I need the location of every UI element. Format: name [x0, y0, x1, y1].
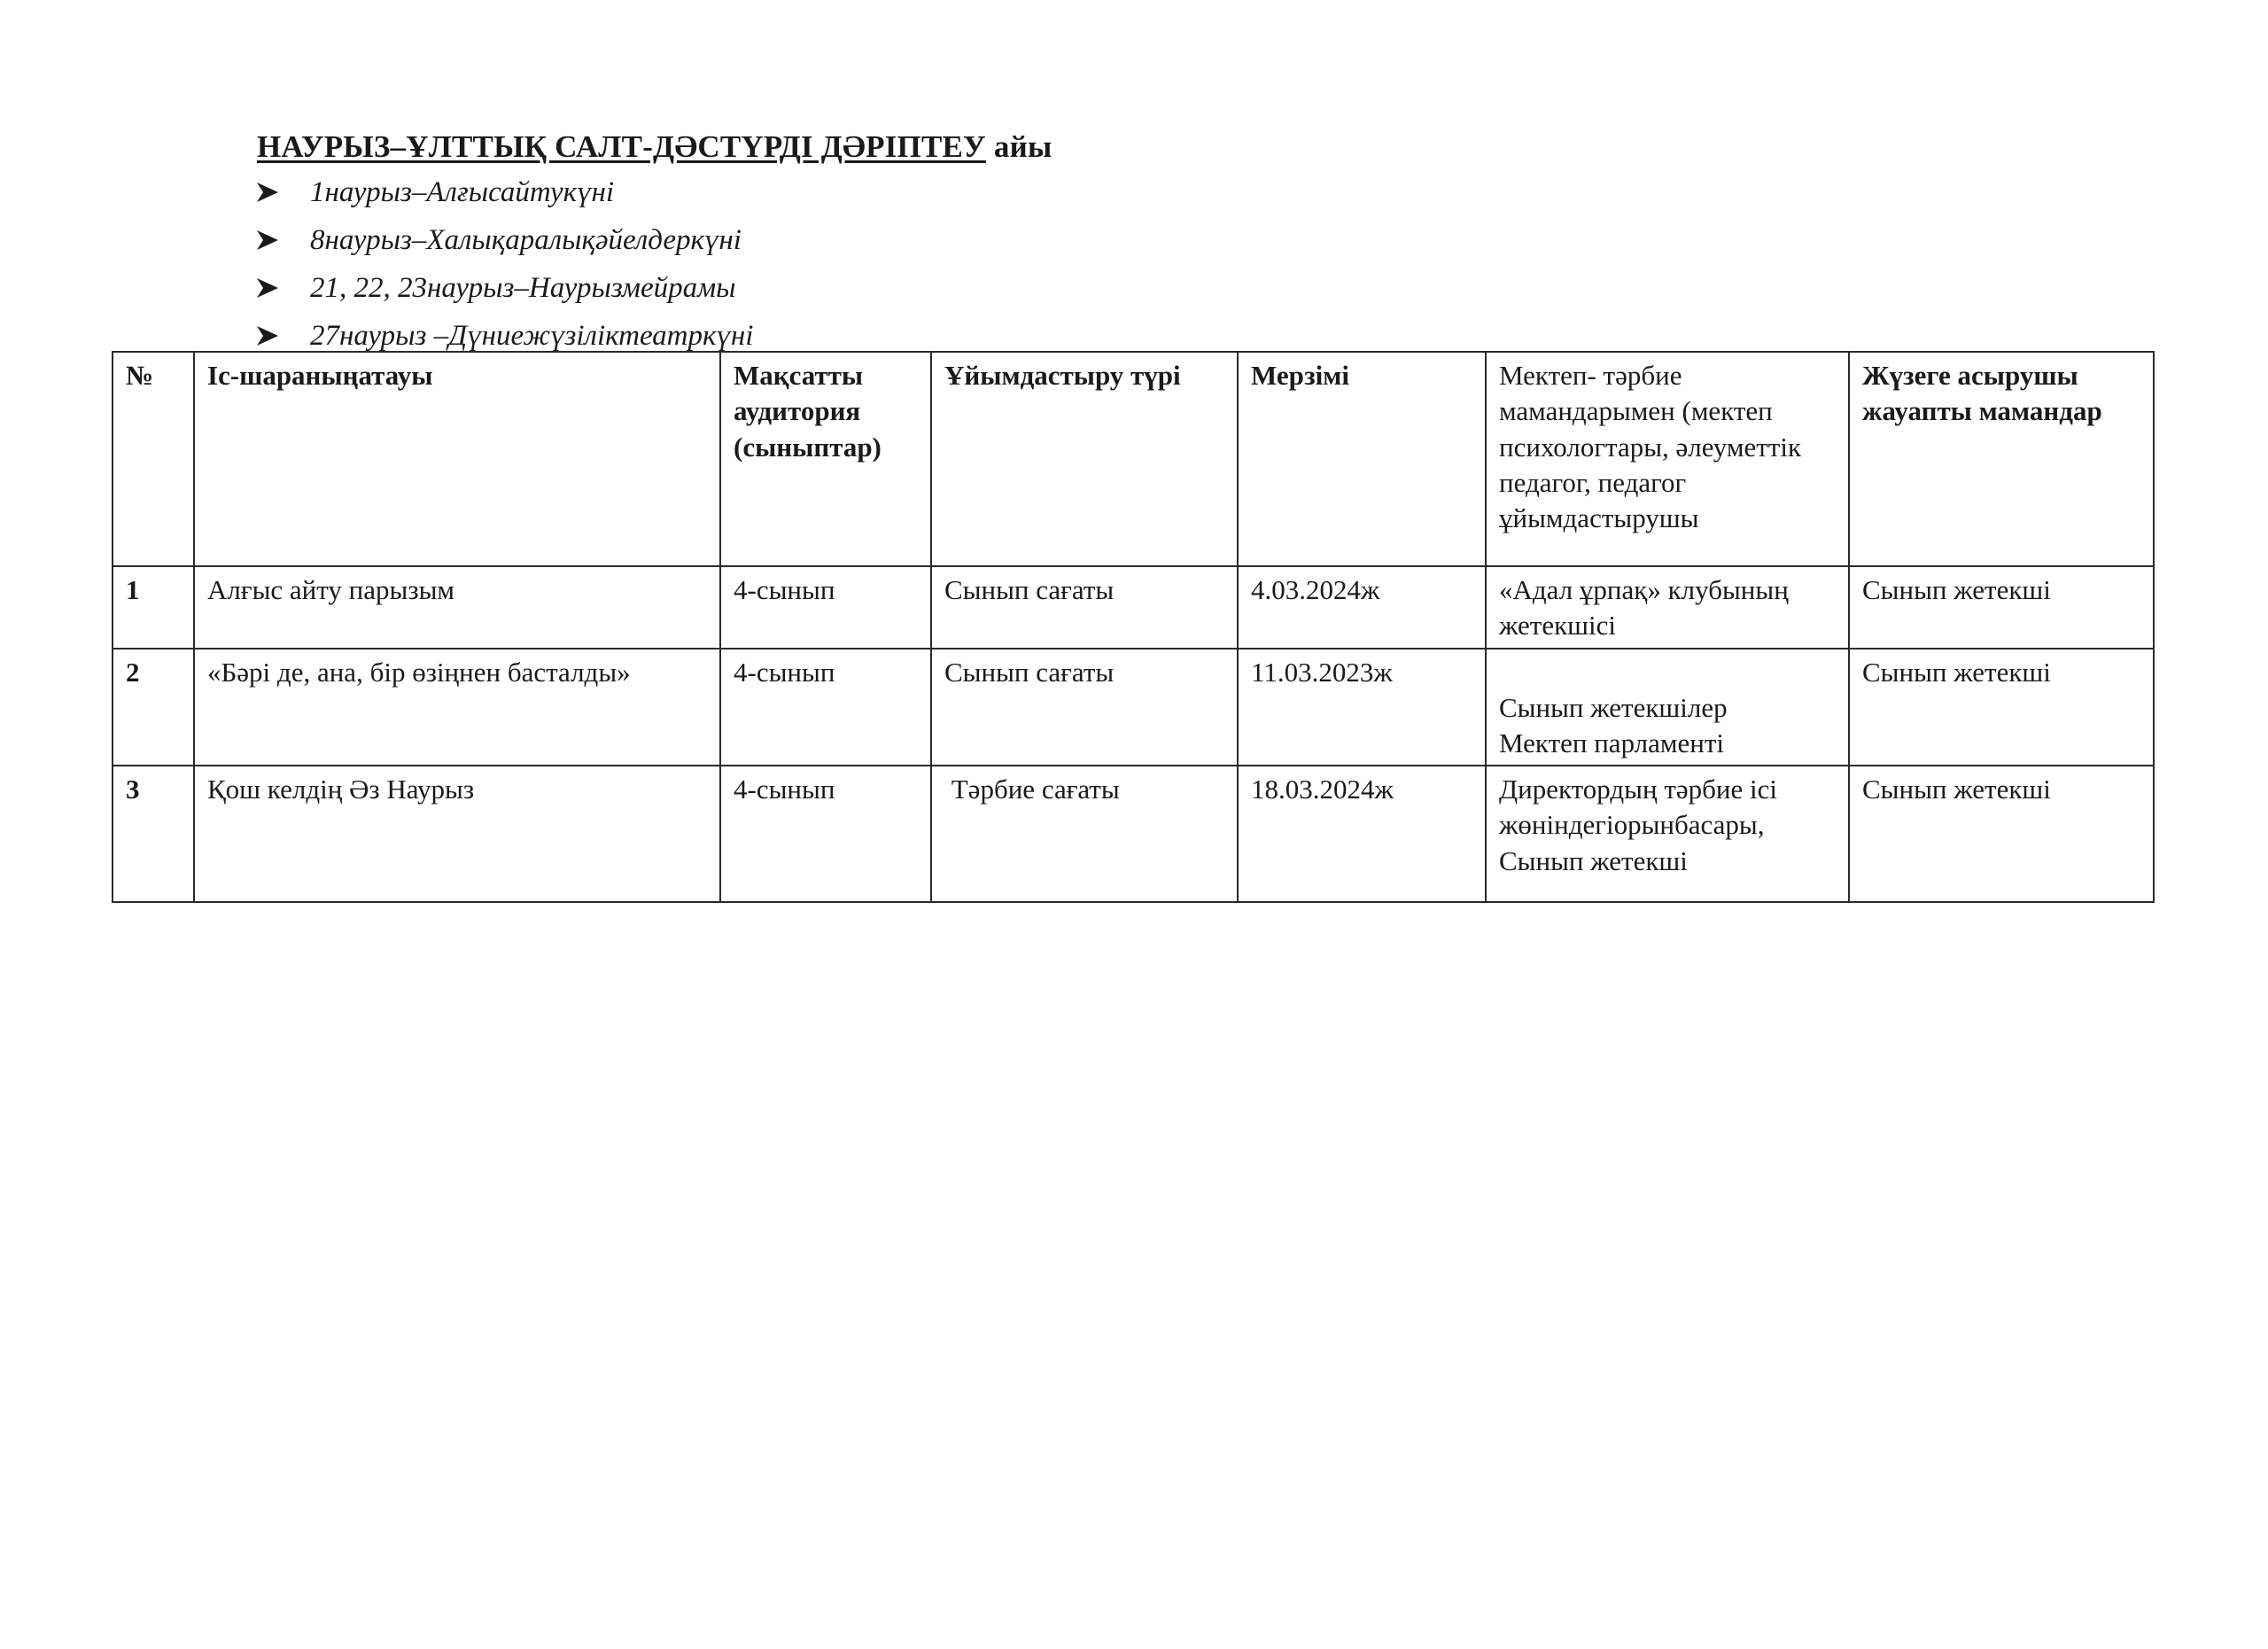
column-header-audience: Мақсатты аудитория (сыныптар) [720, 352, 931, 566]
cell-responsible: Сынып жетекші [1849, 766, 2154, 902]
page-title-suffix: айы [985, 129, 1052, 164]
list-item-text: 8наурыз–Халықаралықәйелдеркүні [310, 223, 742, 256]
cell-partners [1486, 649, 1849, 766]
events-plan-table [112, 351, 2155, 903]
arrow-right-icon [255, 276, 280, 299]
observance-days-list [255, 168, 753, 360]
cell-format: Сынып сағаты [931, 649, 1238, 766]
cell-date: 4.03.2024ж [1238, 566, 1486, 649]
table-row [113, 649, 2154, 766]
cell-event-name: Алғыс айту парызым [194, 566, 720, 649]
cell-number: 3 [113, 766, 194, 902]
blank-line [1499, 655, 1836, 690]
cell-audience: 4-сынып [720, 766, 931, 902]
list-item-text: 1наурыз–Алғысайтукүні [310, 175, 615, 208]
column-header-event-name: Іс-шараныңатауы [194, 352, 720, 566]
cell-audience: 4-сынып [720, 649, 931, 766]
cell-partners [1486, 766, 1849, 902]
cell-number: 2 [113, 649, 194, 766]
table-row [113, 766, 2154, 902]
cell-format: Сынып сағаты [931, 566, 1238, 649]
column-header-format: Ұйымдастыру түрі [931, 352, 1238, 566]
partner-line: Директордың тәрбие ісі жөніндегіорынбасары, [1499, 774, 1777, 841]
column-header-partners: Мектеп- тәрбие мамандарымен (мектеп психологтары, әлеуметтік педагог, педагог ұйымдастырушы [1486, 352, 1849, 566]
page-title-main: НАУРЫЗ–ҰЛТТЫҚ САЛТ-ДӘСТҮРДІ ДӘРІПТЕУ [257, 129, 986, 164]
list-item [255, 216, 753, 264]
list-item-text: 27наурыз –Дүниежүзіліктеатркүні [310, 319, 754, 352]
cell-event-name: Қош келдің Әз Наурыз [194, 766, 720, 902]
cell-date: 11.03.2023ж [1238, 649, 1486, 766]
page-title [257, 129, 1052, 165]
list-item [255, 264, 753, 312]
cell-audience: 4-сынып [720, 566, 931, 649]
partner-line: Сынып жетекші [1499, 844, 1688, 876]
arrow-right-icon [255, 324, 280, 347]
partner-line: Сынып жетекшілер [1499, 691, 1728, 723]
partner-line: «Адал ұрпақ» клубының жетекшісі [1499, 574, 1789, 642]
cell-date: 18.03.2024ж [1238, 766, 1486, 902]
table-header-row [113, 352, 2154, 566]
table-row [113, 566, 2154, 649]
list-item [255, 168, 753, 216]
partner-line: Мектеп парламенті [1499, 727, 1725, 758]
column-header-responsible: Жүзеге асырушы жауапты мамандар [1849, 352, 2154, 566]
cell-responsible: Сынып жетекші [1849, 566, 2154, 649]
column-header-date: Мерзімі [1238, 352, 1486, 566]
column-header-number: № [113, 352, 194, 566]
cell-partners [1486, 566, 1849, 649]
cell-number: 1 [113, 566, 194, 649]
cell-event-name: «Бәрі де, ана, бір өзіңнен басталды» [194, 649, 720, 766]
arrow-right-icon [255, 229, 280, 252]
cell-format: Тәрбие сағаты [931, 766, 1238, 902]
cell-responsible: Сынып жетекші [1849, 649, 2154, 766]
list-item-text: 21, 22, 23наурыз–Наурызмейрамы [310, 271, 736, 304]
arrow-right-icon [255, 181, 280, 204]
